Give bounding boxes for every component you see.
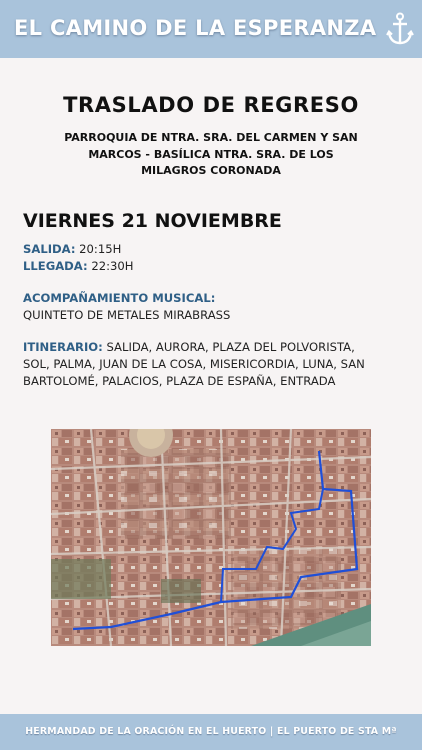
subtitle-line: PARROQUIA DE NTRA. SRA. DEL CARMEN Y SAN (64, 131, 358, 144)
departure-label: SALIDA: (23, 242, 76, 256)
route-text-line: BARTOLOMÉ, PALACIOS, PLAZA DE ESPAÑA, ENTRADA (23, 374, 336, 388)
subtitle-line: MARCOS - BASÍLICA NTRA. SRA. DE LOS (88, 147, 334, 161)
header-title: EL CAMINO DE LA ESPERANZA (14, 16, 377, 40)
route-text-line: SOL, PALMA, JUAN DE LA COSA, MISERICORDIA, LUNA, SAN (23, 357, 365, 371)
departure-time: 20:15H (75, 242, 122, 256)
departure-row (23, 241, 133, 258)
event-title: TRASLADO DE REGRESO (63, 93, 359, 117)
footer-bar (0, 714, 422, 750)
music-block (23, 290, 230, 324)
music-value: QUINTETO DE METALES MIRABRASS (23, 308, 231, 322)
header-bar (0, 0, 422, 58)
route-text-line: SALIDA, AURORA, PLAZA DEL POLVORISTA, (102, 340, 355, 354)
route-block (23, 339, 365, 390)
event-date: VIERNES 21 NOVIEMBRE (23, 210, 282, 232)
arrival-label: LLEGADA: (23, 259, 88, 273)
anchor-icon (386, 12, 414, 46)
event-subtitle (52, 130, 370, 180)
route-map (51, 429, 371, 646)
subtitle-line: MILAGROS CORONADA (141, 164, 281, 177)
route-label: ITINERARIO: (23, 340, 103, 354)
schedule-block (23, 241, 133, 275)
arrival-row (23, 258, 133, 275)
music-label: ACOMPAÑAMIENTO MUSICAL: (23, 291, 216, 305)
arrival-time: 22:30H (87, 259, 134, 273)
footer-text: HERMANDAD DE LA ORACIÓN EN EL HUERTO | EL PUERTO DE STA Mª (25, 726, 397, 737)
aerial-map-image (51, 429, 371, 646)
